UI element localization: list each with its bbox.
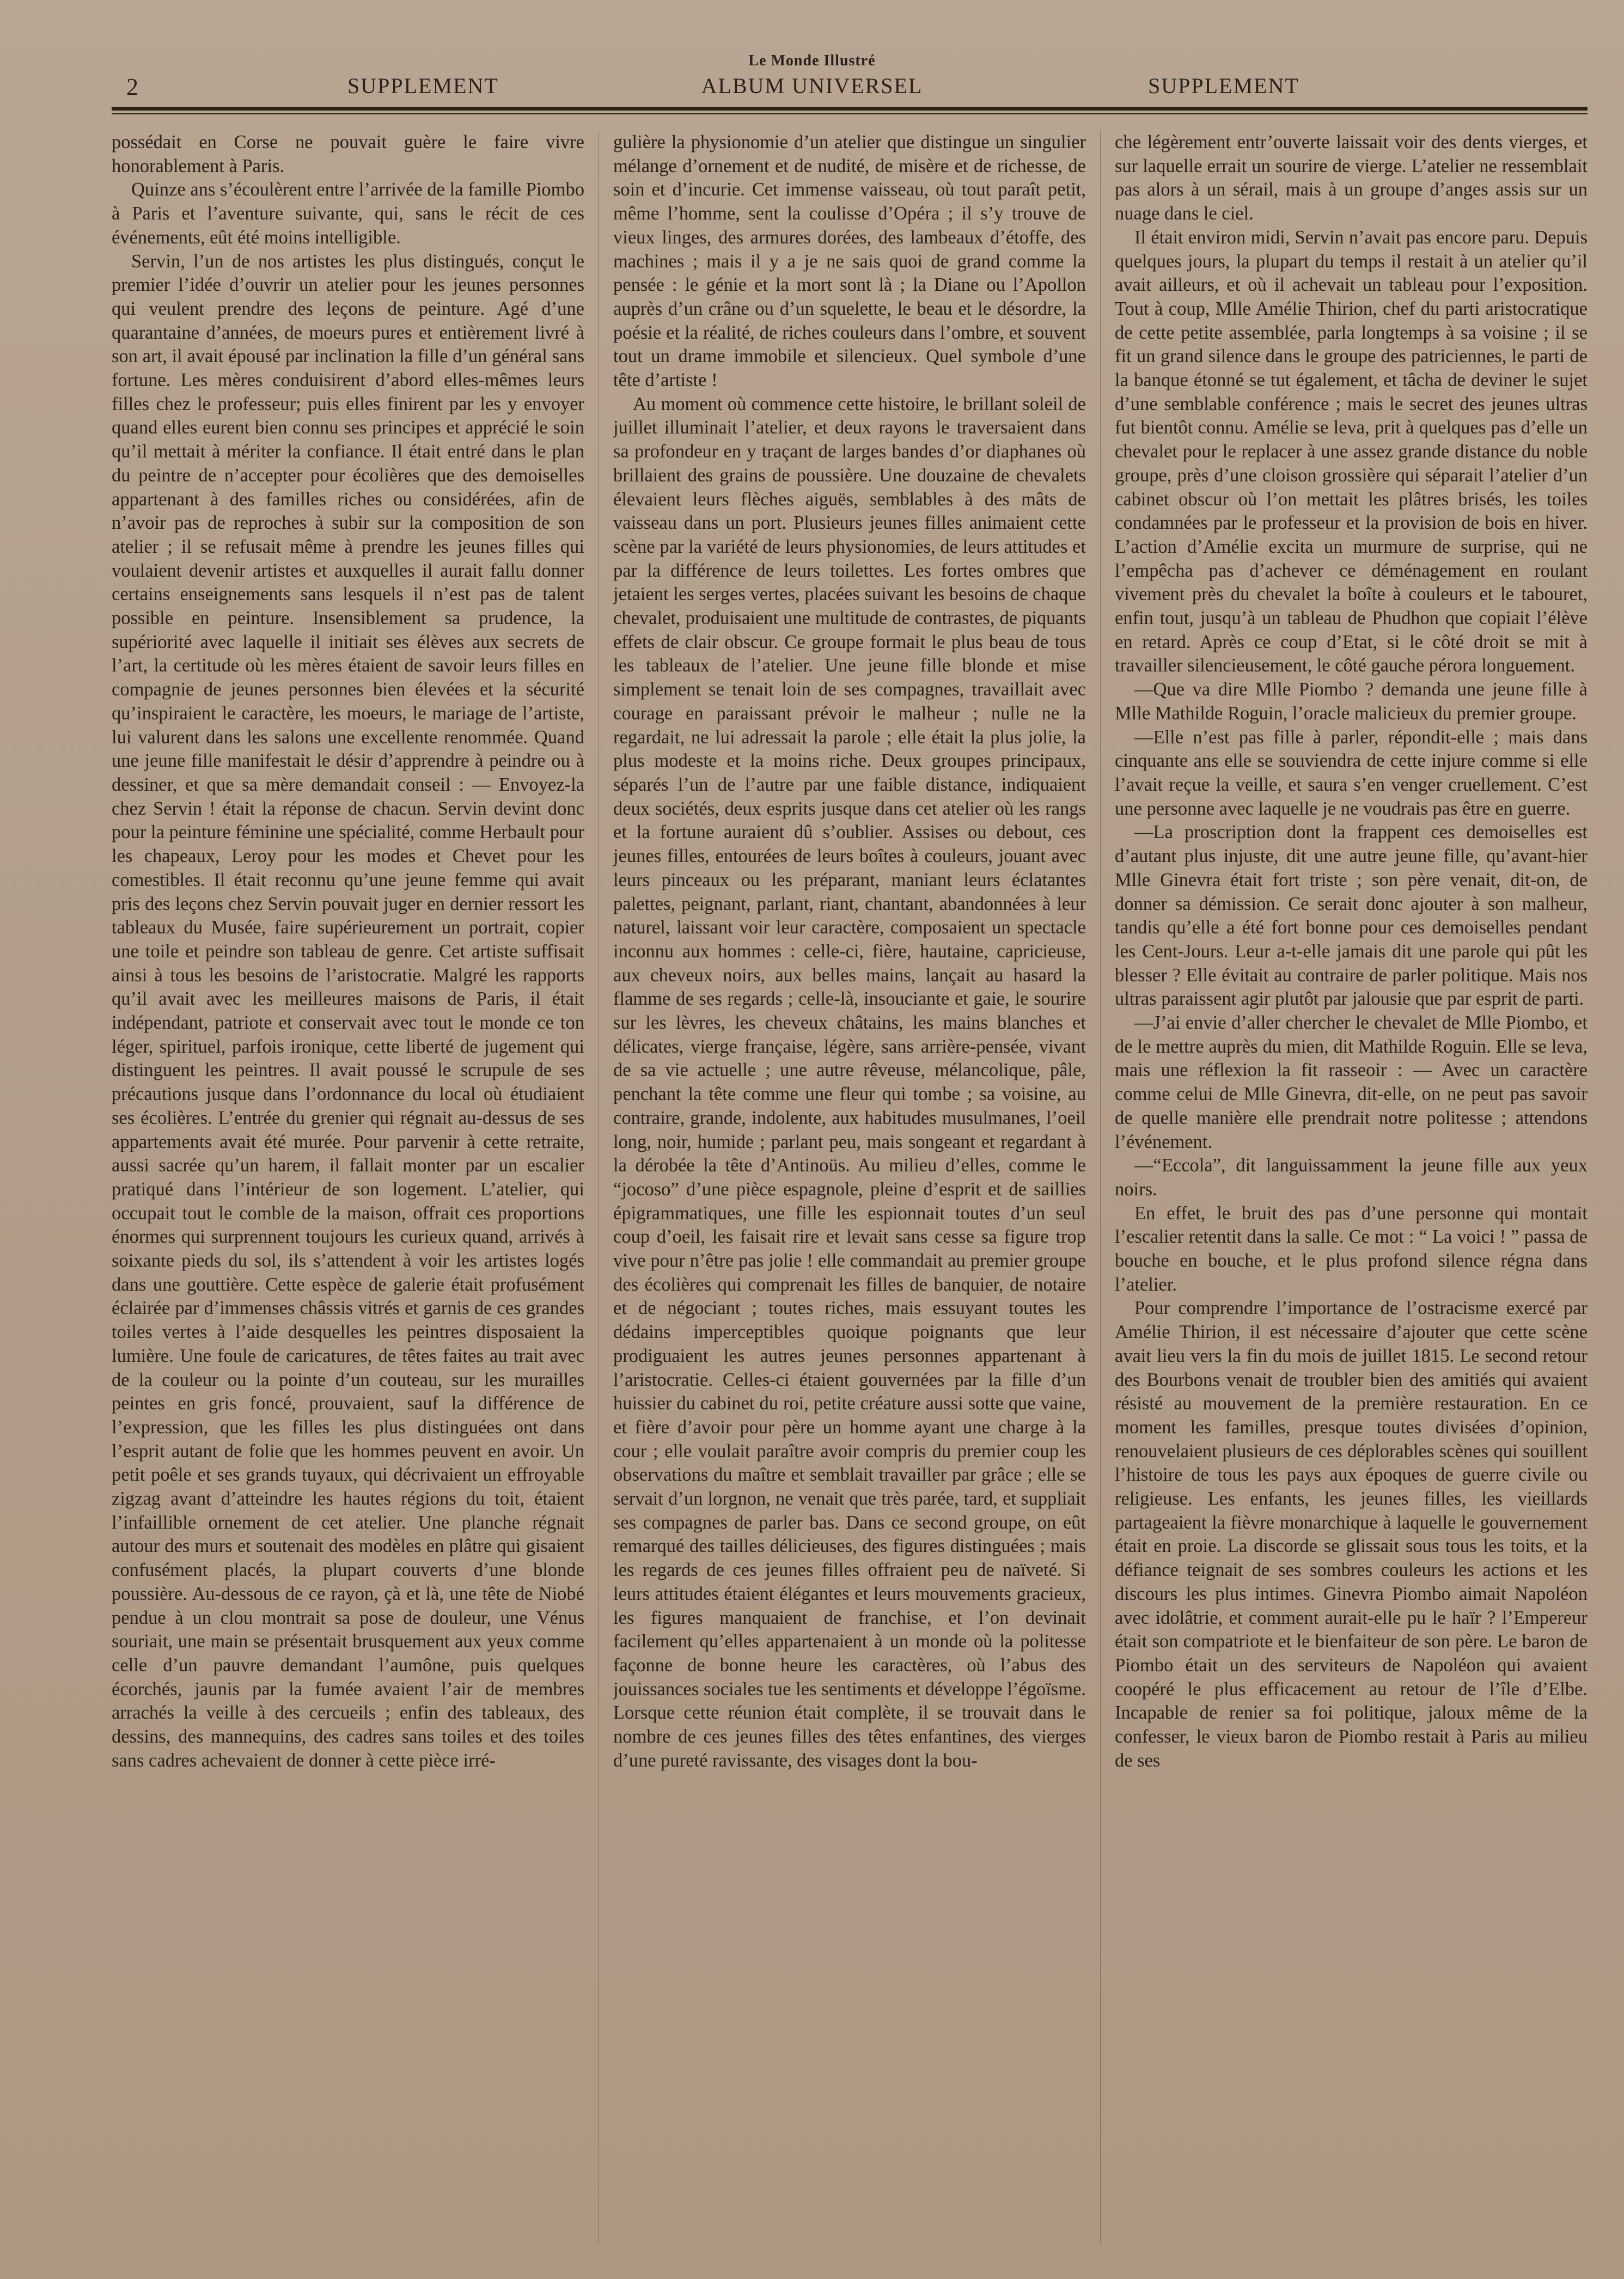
- paragraph: Au moment où commence cette histoire, le brillant soleil de juillet illuminait l’atelier, et deux rayons le traversaient dans sa profondeur en y traçant de larges bandes d’or diaphanes où brillaient des grains de poussière. Une douzaine de chevalets élevaient leurs flèches aiguës, semblables à des mâts de vaisseau dans un port. Plusieurs jeunes filles animaient cette scène par la variété de leurs physionomies, de leurs attitudes et par la différence de leurs toilettes. Les fortes ombres que jetaient les serges vertes, placées suivant les besoins de chaque chevalet, produisaient une multitude de contrastes, de piquants effets de clair obscur. Ce groupe formait le plus beau de tous les tableaux de l’atelier. Une jeune fille blonde et mise simplement se tenait loin de ses compagnes, travaillait avec courage en paraissant prévoir le malheur ; nulle ne la regardait, ne lui adressait la parole ; elle était la plus jolie, la plus modeste et la moins riche. Deux groupes principaux, séparés l’un de l’autre par une faible distance, indiquaient deux sociétés, deux esprits jusque dans cet atelier où les rangs et la fortune auraient dû s’oublier. Assises ou debout, ces jeunes filles, entourées de leurs boîtes à couleurs, jouant avec leurs pinceaux ou les préparant, maniant leurs éclatantes palettes, peignant, parlant, riant, chantant, abandonnées à leur naturel, laissant voir leur caractère, composaient un spectacle inconnu aux hommes : celle-ci, fière, hautaine, capricieuse, aux cheveux noirs, aux belles mains, lançait au hasard la flamme de ses regards ; celle-là, insouciante et gaie, le sourire sur les lèvres, les cheveux châtains, les mains blanches et délicates, vierge française, légère, sans arrière-pensée, vivant de sa vie actuelle ; une autre rêveuse, mélancolique, pâle, penchant la tête comme une fleur qui tombe ; sa voisine, au contraire, grande, indolente, aux habitudes musulmanes, l’oeil long, noir, humide ; parlant peu, mais songeant et regardant à la dérobée la tête d’Antinoüs. Au milieu d’elles, comme le “jocoso” d’une pièce espagnole, pleine d’esprit et de saillies épigrammatiques, une fille les espionnait toutes d’un seul coup d’oeil, les faisait rire et levait sans cesse sa figure trop vive pour n’être pas jolie ! elle commandait au premier groupe des écolières qui comprenait les filles de banquier, de notaire et de négociant ; toutes riches, mais essuyant toutes les dédains imperceptibles quoique poignants que leur prodiguaient les autres jeunes personnes appartenant à l’aristocratie. Celles-ci étaient gouvernées par la fille d’un huissier du cabinet du roi, petite créature aussi sotte que vaine, et fière d’avoir pour père un homme ayant une charge à la cour ; elle voulait paraître avoir compris du premier coup les observations du maître et semblait travailler par grâce ; elle se servait d’un lorgnon, ne venait que très parée, tard, et suppliait ses compagnes de parler bas. Dans ce second groupe, on eût remarqué des tailles délicieuses, des figures distinguées ; mais les regards de ces jeunes filles offraient peu de naïveté. Si leurs attitudes étaient élégantes et leurs mouvements gracieux, les figures manquaient de franchise, et l’on devinait facilement qu’elles appartenaient à un monde où la politesse façonne de bonne heure les caractères, où l’abus des jouissances sociales tue les sentiments et développe l’égoïsme. Lorsque cette réunion était complète, il se trouvait dans le nombre de ces jeunes filles des têtes enfantines, des vierges d’une pureté ravissante, des visages dont la bou-: [613, 393, 1086, 1771]
- column-divider: [1100, 131, 1101, 2244]
- paragraph: gulière la physionomie d’un atelier que distingue un singulier mélange d’ornement et de nudité, de misère et de richesse, de soin et d’incurie. Cet immense vaisseau, où tout paraît petit, même l’homme, sent la coulisse d’Opéra ; il s’y trouve de vieux linges, des armures dorées, des lambeaux d’étoffe, des machines ; mais il y a je ne sais quoi de grand comme la pensée : le génie et la mort sont là ; la Diane ou l’Apollon auprès d’un crâne ou d’un squelette, le beau et le désordre, la poésie et la réalité, de riches couleurs dans l’ombre, et souvent tout un drame immobile et silencieux. Quel symbole d’une tête d’artiste !: [613, 132, 1086, 391]
- masthead-title-small: Le Monde Illustré: [748, 52, 876, 69]
- paragraph: Servin, l’un de nos artistes les plus distingués, conçut le premier l’idée d’ouvrir un atelier pour les jeunes personnes qui veulent prendre des leçons de peinture. Agé d’une quarantaine d’années, de moeurs pures et entièrement livré à son art, il avait épousé par inclination la fille d’un général sans fortune. Les mères conduisirent d’abord elles-mêmes leurs filles chez le professeur; puis elles finirent par les y envoyer quand elles eurent bien connu ses principes et apprécié le soin qu’il mettait à mériter la confiance. Il était entré dans le plan du peintre de n’accepter pour écolières que des demoiselles appartenant à des familles riches ou considérées, afin de n’avoir pas de reproches à subir sur la composition de son atelier ; il se refusait même à prendre les jeunes filles qui voulaient devenir artistes et auxquelles il aurait fallu donner certains enseignements sans lesquels il n’est pas de talent possible en peinture. Insensiblement sa prudence, la supériorité avec laquelle il initiait ses élèves aux secrets de l’art, la certitude où les mères étaient de savoir leurs filles en compagnie de jeunes personnes bien élevées et la sécurité qu’inspiraient le caractère, les moeurs, le mariage de l’artiste, lui valurent dans les salons une excellente renommée. Quand une jeune fille manifestait le désir d’apprendre à peindre ou à dessiner, et que sa mère demandait conseil : — Envoyez-la chez Servin ! était la réponse de chacun. Servin devint donc pour la peinture féminine une spécialité, comme Herbault pour les chapeaux, Leroy pour les modes et Chevet pour les comestibles. Il était reconnu qu’une jeune femme qui avait pris des leçons chez Servin pouvait juger en dernier ressort les tableaux du Musée, faire supérieurement un portrait, copier une toile et peindre son tableau de genre. Cet artiste suffisait ainsi à tous les besoins de l’aristocratie. Malgré les rapports qu’il avait avec les meilleures maisons de Paris, il était indépendant, patriote et conservait avec tout le monde ce ton léger, spirituel, parfois ironique, cette liberté de jugement qui distinguent les peintres. Il avait poussé le scrupule de ses précautions jusque dans l’ordonnance du local où étudiaient ses écolières. L’entrée du grenier qui régnait au-dessus de ses appartements avait été murée. Pour parvenir à cette retraite, aussi sacrée qu’un harem, il fallait monter par un escalier pratiqué dans l’intérieur de son logement. L’atelier, qui occupait tout le comble de la maison, offrait ces proportions énormes qui surprennent toujours les curieux quand, arrivés à soixante pieds du sol, ils s’attendent à voir les artistes logés dans une gouttière. Cette espèce de galerie était profusément éclairée par d’immenses châssis vitrés et garnis de ces grandes toiles vertes à l’aide desquelles les peintres disposaient la lumière. Une foule de caricatures, de têtes faites au trait avec de la couleur ou la pointe d’un couteau, sur les murailles peintes en gris foncé, prouvaient, sauf la différence de l’expression, que les filles les plus distinguées ont dans l’esprit autant de folie que les hommes peuvent en avoir. Un petit poêle et ses grands tuyaux, qui décrivaient un effroyable zigzag avant d’atteindre les hautes régions du toit, étaient l’infaillible ornement de cet atelier. Une planche régnait autour des murs et soutenait des modèles en plâtre qui gisaient confusément placés, la plupart couverts d’une blonde poussière. Au-dessous de ce rayon, çà et là, une tête de Niobé pendue à un clou montrait sa pose de douleur, une Vénus souriait, une main se présentait brusquement aux yeux comme celle d’un pauvre demandant l’aumône, puis quelques écorchés, jaunis par la fumée avaient l’air de membres arrachés la veille à des cercueils ; enfin des tableaux, des dessins, des mannequins, des cadres sans toiles et des toiles sans cadres achevaient de donner à cette pièce irré-: [112, 250, 584, 1771]
- header-rule-thick: [112, 107, 1588, 111]
- paragraph: Il était environ midi, Servin n’avait pas encore paru. Depuis quelques jours, la plupart du temps il restait à un atelier qu’il avait ailleurs, et où il achevait un tableau pour l’exposition. Tout à coup, Mlle Amélie Thirion, chef du parti aristocratique de cette petite assemblée, parla longtemps à sa voisine ; il se fit un grand silence dans le groupe des patriciennes, le parti de la banque étonné se tut également, et tâcha de deviner le sujet d’une semblable conférence ; mais le secret des jeunes ultras fut bientôt connu. Amélie se leva, prit à quelques pas d’elle un chevalet pour le replacer à une assez grande distance du noble groupe, près d’une cloison grossière qui séparait l’atelier d’un cabinet obscur où l’on mettait les plâtres brisés, les toiles condamnées par le professeur et la provision de bois en hiver. L’action d’Amélie excita un murmure de surprise, qui ne l’empêcha pas d’achever ce déménagement en roulant vivement près du chevalet la boîte à couleurs et le tabouret, enfin tout, jusqu’à un tableau de Phudhon que copiait l’élève en retard. Après ce coup d’Etat, si le côté droit se mit à travailler silencieusement, le côté gauche pérora longuement.: [1115, 227, 1588, 676]
- paragraph: —J’ai envie d’aller chercher le chevalet de Mlle Piombo, et de le mettre auprès du mien, dit Mathilde Roguin. Elle se leva, mais une réflexion la fit rasseoir : — Avec un caractère comme celui de Mlle Ginevra, dit-elle, on ne peut pas savoir de quelle manière elle prendrait notre politesse ; attendons l’événement.: [1115, 1012, 1588, 1152]
- paragraph: Quinze ans s’écoulèrent entre l’arrivée de la famille Piombo à Paris et l’aventure suivante, qui, sans le récit de ces événements, eût été moins intelligible.: [112, 179, 584, 248]
- paragraph: —Que va dire Mlle Piombo ? demanda une jeune fille à Mlle Mathilde Roguin, l’oracle malicieux du premier groupe.: [1115, 679, 1588, 724]
- running-header-right: SUPPLEMENT: [1148, 74, 1299, 98]
- paragraph: En effet, le bruit des pas d’une personne qui montait l’escalier retentit dans la salle. Ce mot : “ La voici ! ” passa de bouche en bouche, et le plus profond silence régna dans l’atelier.: [1115, 1202, 1588, 1295]
- text-column-3: [1115, 131, 1588, 2244]
- masthead: [0, 0, 1624, 109]
- paragraph: Pour comprendre l’importance de l’ostracisme exercé par Amélie Thirion, il est nécessaire d’ajouter que cette scène avait lieu vers la fin du mois de juillet 1815. Le second retour des Bourbons venait de troubler bien des amitiés qui avaient résisté au mouvement de la première restauration. En ce moment les familles, presque toutes divisées d’opinion, renouvelaient plusieurs de ces déplorables scènes qui souillent l’histoire de tous les pays aux époques de guerre civile ou religieuse. Les enfants, les jeunes filles, les vieillards partageaient la fièvre monarchique à laquelle le gouvernement était en proie. La discorde se glissait sous tous les toits, et la défiance teignait de ses sombres couleurs les actions et les discours les plus intimes. Ginevra Piombo aimait Napoléon avec idolâtrie, et comment aurait-elle pu le haïr ? l’Empereur était son compatriote et le bienfaiteur de son père. Le baron de Piombo était un des serviteurs de Napoléon qui avaient coopéré le plus efficacement au retour de l’île d’Elbe. Incapable de renier sa foi politique, jaloux même de la confesser, le vieux baron de Piombo restait à Paris au milieu de ses: [1115, 1298, 1588, 1771]
- paragraph: —La proscription dont la frappent ces demoiselles est d’autant plus injuste, dit une autre jeune fille, qu’avant-hier Mlle Ginevra était fort triste ; son père venait, dit-on, de donner sa démission. Ce serait donc ajouter à son malheur, tandis qu’elle a été fort bonne pour ces demoiselles pendant les Cent-Jours. Leur a-t-elle jamais dit une parole qui pût les blesser ? Elle évitait au contraire de parler politique. Mais nos ultras paraissent agir plutôt par jalousie que par esprit de parti.: [1115, 822, 1588, 1010]
- text-column-2: [613, 131, 1086, 2244]
- running-header-center: ALBUM UNIVERSEL: [701, 74, 923, 98]
- paragraph: che légèrement entr’ouverte laissait voir des dents vierges, et sur laquelle errait un sourire de vierge. L’atelier ne ressemblait pas alors à un sérail, mais à un groupe d’anges assis sur un nuage dans le ciel.: [1115, 132, 1588, 224]
- paragraph: —“Eccola”, dit languissamment la jeune fille aux yeux noirs.: [1115, 1155, 1588, 1200]
- paragraph: —Elle n’est pas fille à parler, répondit-elle ; mais dans cinquante ans elle se souviendra de cette injure comme si elle l’avait reçue la veille, et saura s’en venger cruellement. C’est une personne avec laquelle je ne voudrais pas être en guerre.: [1115, 726, 1588, 819]
- page-number: 2: [126, 74, 139, 100]
- header-rule-thin: [112, 113, 1588, 114]
- article-columns: [112, 131, 1588, 2244]
- running-header-left: SUPPLEMENT: [347, 74, 499, 98]
- paragraph: possédait en Corse ne pouvait guère le faire vivre honorablement à Paris.: [112, 132, 584, 176]
- running-header: [0, 70, 1624, 102]
- text-column-1: [112, 131, 584, 2244]
